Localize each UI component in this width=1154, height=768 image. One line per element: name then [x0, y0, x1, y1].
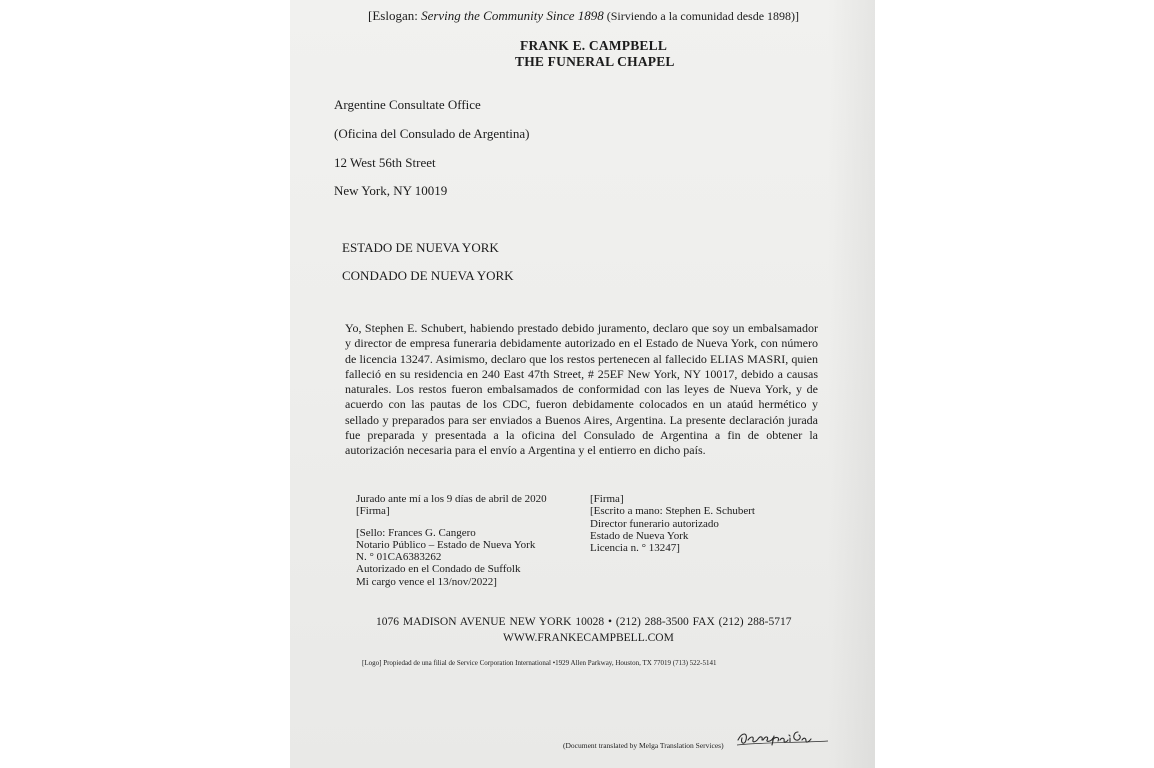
- recipient-line-2: (Oficina del Consulado de Argentina): [334, 126, 530, 141]
- recipient-line-4: New York, NY 10019: [334, 183, 448, 198]
- footer-address: 1076 MADISON AVENUE NEW YORK 10028 • (212) 288-3500 FAX (212) 288-5717: [376, 616, 792, 628]
- footer-fine-print: [Logo] Propiedad de una filial de Service Corporation International •1929 Allen Parkway, Houston, TX 77019 (713) 522-5141: [362, 659, 717, 667]
- slogan-text: Serving the Community Since 1898: [421, 8, 604, 23]
- signer-signature: [Firma]: [590, 493, 624, 505]
- signer-block: [590, 493, 755, 554]
- page-edge-shadow: [828, 0, 875, 768]
- footer-website: WWW.FRANKECAMPBELL.COM: [503, 632, 674, 644]
- slogan-translation: (Sirviendo a la comunidad desde 1898)]: [603, 9, 800, 23]
- translator-signature: [736, 726, 832, 750]
- notary-block: [356, 493, 547, 588]
- notary-signature: [Firma]: [356, 505, 390, 518]
- notary-sworn-date: Jurado ante mí a los 9 días de abril de 2020: [356, 493, 547, 505]
- translation-note: (Document translated by Melga Translation Services): [563, 741, 724, 750]
- recipient-line-3: 12 West 56th Street: [334, 155, 436, 170]
- company-name: FRANK E. CAMPBELL: [520, 38, 668, 53]
- notary-number: N. ° 01CA6383262: [356, 551, 442, 564]
- jurisdiction-state: ESTADO DE NUEVA YORK: [342, 240, 499, 255]
- notary-county: Autorizado en el Condado de Suffolk: [356, 563, 521, 576]
- jurisdiction-county: CONDADO DE NUEVA YORK: [342, 268, 514, 283]
- letterhead-slogan: [368, 8, 799, 24]
- affidavit-body: Yo, Stephen E. Schubert, habiendo prestado debido juramento, declaro que soy un embalsamador y director de empresa funeraria debidamente autorizado en el Estado de Nueva York, con número de licencia 13247. Asimismo, declaro que los restos pertenecen al fallecido ELIAS MASRI, quien falleció en su residencia en 240 East 47th Street, # 25EF New York, NY 10017, debido a causas naturales. Los restos fueron embalsamados de conformidad con las leyes de Nueva York, y de acuerdo con las pautas de los CDC, fueron debidamente colocados en un ataúd hermético y sellado y preparados para ser enviados a Buenos Aires, Argentina. La presente declaración jurada fue preparada y presentada a la oficina del Consulado de Argentina a fin de obtener la autorización necesaria para el envío a Argentina y el entierro en dicho país.: [345, 321, 818, 458]
- notary-title: Notario Público – Estado de Nueva York: [356, 538, 536, 551]
- notary-seal: [Sello: Frances G. Cangero: [356, 526, 476, 539]
- slogan-prefix: [Eslogan:: [368, 8, 422, 23]
- recipient-line-1: Argentine Consultate Office: [334, 97, 481, 112]
- notary-expiration: Mi cargo vence el 13/nov/2022]: [356, 575, 497, 588]
- signer-state: Estado de Nueva York: [590, 529, 689, 542]
- signer-title: Director funerario autorizado: [590, 517, 719, 530]
- chapel-name: THE FUNERAL CHAPEL: [515, 54, 675, 69]
- signer-license: Licencia n. ° 13247]: [590, 542, 680, 555]
- signer-handwritten: [Escrito a mano: Stephen E. Schubert: [590, 505, 755, 518]
